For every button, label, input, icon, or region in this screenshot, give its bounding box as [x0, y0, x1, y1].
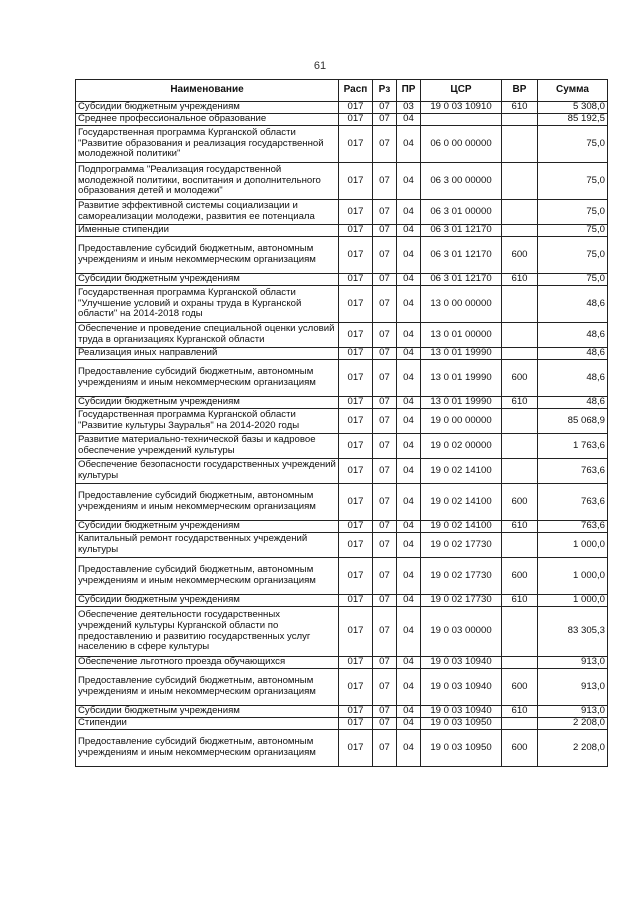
cell-pr: 04 [397, 718, 421, 730]
cell-rasp: 017 [339, 706, 373, 718]
cell-sum: 1 000,0 [538, 595, 608, 607]
cell-name: Развитие эффективной системы социализации и самореализации молодежи, развития ее потенциала [76, 200, 339, 225]
cell-sum: 83 305,3 [538, 607, 608, 657]
cell-name: Обеспечение и проведение специальной оценки условий труда в организациях Курганской области [76, 323, 339, 348]
table-row [76, 126, 608, 163]
cell-sum: 2 208,0 [538, 718, 608, 730]
cell-rasp: 017 [339, 718, 373, 730]
cell-rz: 07 [373, 286, 397, 323]
table-row [76, 718, 608, 730]
cell-vr: 610 [502, 274, 538, 286]
cell-pr: 04 [397, 323, 421, 348]
header-name: Наименование [76, 80, 339, 102]
cell-sum: 75,0 [538, 126, 608, 163]
cell-rasp: 017 [339, 484, 373, 521]
cell-vr [502, 286, 538, 323]
header-csr: ЦСР [421, 80, 502, 102]
table-row [76, 706, 608, 718]
cell-pr: 04 [397, 409, 421, 434]
cell-vr [502, 163, 538, 200]
cell-pr: 04 [397, 706, 421, 718]
cell-pr: 04 [397, 126, 421, 163]
cell-rz: 07 [373, 669, 397, 706]
cell-name: Субсидии бюджетным учреждениям [76, 595, 339, 607]
cell-name: Стипендии [76, 718, 339, 730]
cell-sum: 85 068,9 [538, 409, 608, 434]
cell-rasp: 017 [339, 607, 373, 657]
cell-sum: 5 308,0 [538, 102, 608, 114]
cell-rz: 07 [373, 434, 397, 459]
cell-rz: 07 [373, 360, 397, 397]
cell-sum: 48,6 [538, 360, 608, 397]
cell-pr: 04 [397, 484, 421, 521]
cell-csr: 19 0 02 17730 [421, 533, 502, 558]
cell-rasp: 017 [339, 163, 373, 200]
table-row [76, 484, 608, 521]
cell-name: Субсидии бюджетным учреждениям [76, 706, 339, 718]
cell-csr: 19 0 03 10950 [421, 730, 502, 767]
table-row [76, 163, 608, 200]
cell-sum: 48,6 [538, 348, 608, 360]
table-row [76, 409, 608, 434]
cell-csr: 13 0 01 00000 [421, 323, 502, 348]
cell-vr [502, 434, 538, 459]
cell-csr: 19 0 03 10950 [421, 718, 502, 730]
cell-rz: 07 [373, 657, 397, 669]
table-row [76, 669, 608, 706]
cell-vr: 610 [502, 706, 538, 718]
cell-pr: 04 [397, 669, 421, 706]
cell-vr [502, 533, 538, 558]
cell-name: Предоставление субсидий бюджетным, автономным учреждениям и иным некоммерческим организациям [76, 730, 339, 767]
cell-rz: 07 [373, 163, 397, 200]
cell-rasp: 017 [339, 237, 373, 274]
cell-rz: 07 [373, 126, 397, 163]
cell-vr [502, 459, 538, 484]
cell-rasp: 017 [339, 348, 373, 360]
cell-rz: 07 [373, 459, 397, 484]
cell-vr [502, 718, 538, 730]
cell-pr: 04 [397, 348, 421, 360]
cell-name: Субсидии бюджетным учреждениям [76, 274, 339, 286]
cell-csr: 19 0 03 10940 [421, 706, 502, 718]
cell-csr: 06 0 00 00000 [421, 126, 502, 163]
cell-csr: 19 0 03 10940 [421, 669, 502, 706]
cell-csr: 06 3 01 00000 [421, 200, 502, 225]
cell-rz: 07 [373, 200, 397, 225]
cell-csr [421, 114, 502, 126]
cell-rasp: 017 [339, 126, 373, 163]
cell-name: Субсидии бюджетным учреждениям [76, 102, 339, 114]
cell-csr: 19 0 02 14100 [421, 521, 502, 533]
cell-vr: 610 [502, 595, 538, 607]
cell-sum: 763,6 [538, 459, 608, 484]
cell-sum: 2 208,0 [538, 730, 608, 767]
cell-sum: 48,6 [538, 397, 608, 409]
cell-csr: 19 0 03 10940 [421, 657, 502, 669]
table-row [76, 274, 608, 286]
cell-pr: 04 [397, 286, 421, 323]
cell-rasp: 017 [339, 409, 373, 434]
cell-rz: 07 [373, 409, 397, 434]
cell-name: Именные стипендии [76, 225, 339, 237]
cell-pr: 04 [397, 114, 421, 126]
cell-sum: 75,0 [538, 274, 608, 286]
header-sum: Сумма [538, 80, 608, 102]
cell-rz: 07 [373, 114, 397, 126]
cell-pr: 04 [397, 225, 421, 237]
cell-vr [502, 225, 538, 237]
cell-sum: 763,6 [538, 484, 608, 521]
cell-pr: 04 [397, 434, 421, 459]
cell-rz: 07 [373, 397, 397, 409]
table-row [76, 397, 608, 409]
cell-rz: 07 [373, 558, 397, 595]
cell-sum: 75,0 [538, 200, 608, 225]
cell-rz: 07 [373, 348, 397, 360]
table-row [76, 657, 608, 669]
cell-pr: 04 [397, 200, 421, 225]
cell-name: Подпрограмма "Реализация государственной молодежной политики, воспитания и дополнительного образования детей и молодежи" [76, 163, 339, 200]
cell-pr: 04 [397, 730, 421, 767]
cell-pr: 03 [397, 102, 421, 114]
cell-name: Обеспечение льготного проезда обучающихся [76, 657, 339, 669]
cell-sum: 85 192,5 [538, 114, 608, 126]
cell-sum: 913,0 [538, 657, 608, 669]
table-row [76, 434, 608, 459]
table-row [76, 521, 608, 533]
cell-rz: 07 [373, 225, 397, 237]
cell-pr: 04 [397, 558, 421, 595]
cell-vr: 600 [502, 558, 538, 595]
cell-rasp: 017 [339, 669, 373, 706]
cell-name: Предоставление субсидий бюджетным, автономным учреждениям и иным некоммерческим организациям [76, 484, 339, 521]
cell-pr: 04 [397, 607, 421, 657]
cell-vr: 610 [502, 397, 538, 409]
cell-rz: 07 [373, 706, 397, 718]
cell-sum: 1 763,6 [538, 434, 608, 459]
cell-csr: 19 0 02 17730 [421, 595, 502, 607]
cell-name: Предоставление субсидий бюджетным, автономным учреждениям и иным некоммерческим организациям [76, 558, 339, 595]
table-row [76, 459, 608, 484]
cell-rasp: 017 [339, 558, 373, 595]
cell-rasp: 017 [339, 323, 373, 348]
header-rz: Рз [373, 80, 397, 102]
cell-csr: 19 0 02 14100 [421, 484, 502, 521]
cell-vr [502, 657, 538, 669]
cell-sum: 913,0 [538, 706, 608, 718]
cell-vr: 610 [502, 102, 538, 114]
table-row [76, 237, 608, 274]
cell-rz: 07 [373, 533, 397, 558]
cell-vr [502, 409, 538, 434]
cell-rz: 07 [373, 274, 397, 286]
cell-rasp: 017 [339, 274, 373, 286]
cell-sum: 48,6 [538, 286, 608, 323]
cell-rz: 07 [373, 102, 397, 114]
table-row [76, 595, 608, 607]
cell-vr [502, 114, 538, 126]
cell-name: Обеспечение деятельности государственных учреждений культуры Курганской области по предоставлению и развитию государственных услуг населению в сфере культуры [76, 607, 339, 657]
cell-rasp: 017 [339, 595, 373, 607]
cell-csr: 06 3 01 12170 [421, 274, 502, 286]
cell-pr: 04 [397, 274, 421, 286]
table-row [76, 360, 608, 397]
cell-rasp: 017 [339, 459, 373, 484]
table-row [76, 225, 608, 237]
cell-sum: 75,0 [538, 225, 608, 237]
table-row [76, 348, 608, 360]
cell-csr: 06 3 00 00000 [421, 163, 502, 200]
cell-rasp: 017 [339, 102, 373, 114]
table-row [76, 286, 608, 323]
cell-rasp: 017 [339, 114, 373, 126]
cell-pr: 04 [397, 163, 421, 200]
cell-sum: 1 000,0 [538, 533, 608, 558]
table-row [76, 323, 608, 348]
cell-pr: 04 [397, 360, 421, 397]
cell-rz: 07 [373, 607, 397, 657]
cell-vr [502, 200, 538, 225]
cell-pr: 04 [397, 397, 421, 409]
cell-csr: 19 0 02 14100 [421, 459, 502, 484]
budget-table [75, 79, 608, 767]
cell-csr: 06 3 01 12170 [421, 237, 502, 274]
cell-rz: 07 [373, 323, 397, 348]
cell-pr: 04 [397, 533, 421, 558]
cell-name: Субсидии бюджетным учреждениям [76, 521, 339, 533]
cell-rasp: 017 [339, 200, 373, 225]
cell-rasp: 017 [339, 521, 373, 533]
cell-rasp: 017 [339, 225, 373, 237]
table-row [76, 533, 608, 558]
table-row [76, 114, 608, 126]
cell-sum: 763,6 [538, 521, 608, 533]
cell-rasp: 017 [339, 360, 373, 397]
cell-rasp: 017 [339, 730, 373, 767]
cell-sum: 75,0 [538, 237, 608, 274]
cell-rz: 07 [373, 484, 397, 521]
cell-rasp: 017 [339, 434, 373, 459]
cell-name: Субсидии бюджетным учреждениям [76, 397, 339, 409]
cell-vr: 600 [502, 237, 538, 274]
cell-csr: 06 3 01 12170 [421, 225, 502, 237]
cell-name: Обеспечение безопасности государственных учреждений культуры [76, 459, 339, 484]
cell-pr: 04 [397, 237, 421, 274]
table-row [76, 607, 608, 657]
table-header-row [76, 80, 608, 102]
cell-rz: 07 [373, 237, 397, 274]
cell-vr: 600 [502, 360, 538, 397]
cell-pr: 04 [397, 459, 421, 484]
cell-name: Реализация иных направлений [76, 348, 339, 360]
cell-pr: 04 [397, 521, 421, 533]
cell-csr: 19 0 03 10910 [421, 102, 502, 114]
cell-name: Государственная программа Курганской области "Развитие образования и реализация государственной молодежной политики" [76, 126, 339, 163]
cell-vr [502, 126, 538, 163]
cell-vr: 610 [502, 521, 538, 533]
cell-csr: 13 0 00 00000 [421, 286, 502, 323]
table-row [76, 730, 608, 767]
cell-csr: 13 0 01 19990 [421, 348, 502, 360]
cell-vr [502, 348, 538, 360]
cell-rz: 07 [373, 521, 397, 533]
cell-rasp: 017 [339, 286, 373, 323]
cell-name: Развитие материально-технической базы и кадровое обеспечение учреждений культуры [76, 434, 339, 459]
cell-name: Предоставление субсидий бюджетным, автономным учреждениям и иным некоммерческим организациям [76, 360, 339, 397]
page-number: 61 [313, 60, 327, 72]
cell-vr: 600 [502, 484, 538, 521]
header-vr: ВР [502, 80, 538, 102]
cell-vr [502, 607, 538, 657]
cell-name: Государственная программа Курганской области "Развитие культуры Зауралья" на 2014-2020 годы [76, 409, 339, 434]
header-rasp: Расп [339, 80, 373, 102]
cell-name: Государственная программа Курганской области "Улучшение условий и охраны труда в Курганской области" на 2014-2018 годы [76, 286, 339, 323]
cell-csr: 19 0 02 00000 [421, 434, 502, 459]
cell-sum: 913,0 [538, 669, 608, 706]
header-pr: ПР [397, 80, 421, 102]
table-row [76, 102, 608, 114]
cell-rz: 07 [373, 718, 397, 730]
cell-rz: 07 [373, 595, 397, 607]
cell-rasp: 017 [339, 397, 373, 409]
cell-pr: 04 [397, 657, 421, 669]
cell-rz: 07 [373, 730, 397, 767]
cell-name: Среднее профессиональное образование [76, 114, 339, 126]
cell-csr: 19 0 00 00000 [421, 409, 502, 434]
cell-csr: 19 0 03 00000 [421, 607, 502, 657]
cell-csr: 19 0 02 17730 [421, 558, 502, 595]
table-row [76, 200, 608, 225]
cell-rasp: 017 [339, 657, 373, 669]
cell-rasp: 017 [339, 533, 373, 558]
cell-csr: 13 0 01 19990 [421, 397, 502, 409]
cell-sum: 1 000,0 [538, 558, 608, 595]
cell-csr: 13 0 01 19990 [421, 360, 502, 397]
cell-name: Капитальный ремонт государственных учреждений культуры [76, 533, 339, 558]
cell-sum: 48,6 [538, 323, 608, 348]
cell-name: Предоставление субсидий бюджетным, автономным учреждениям и иным некоммерческим организациям [76, 237, 339, 274]
cell-vr [502, 323, 538, 348]
cell-pr: 04 [397, 595, 421, 607]
cell-name: Предоставление субсидий бюджетным, автономным учреждениям и иным некоммерческим организациям [76, 669, 339, 706]
cell-vr: 600 [502, 730, 538, 767]
cell-sum: 75,0 [538, 163, 608, 200]
cell-vr: 600 [502, 669, 538, 706]
table-row [76, 558, 608, 595]
